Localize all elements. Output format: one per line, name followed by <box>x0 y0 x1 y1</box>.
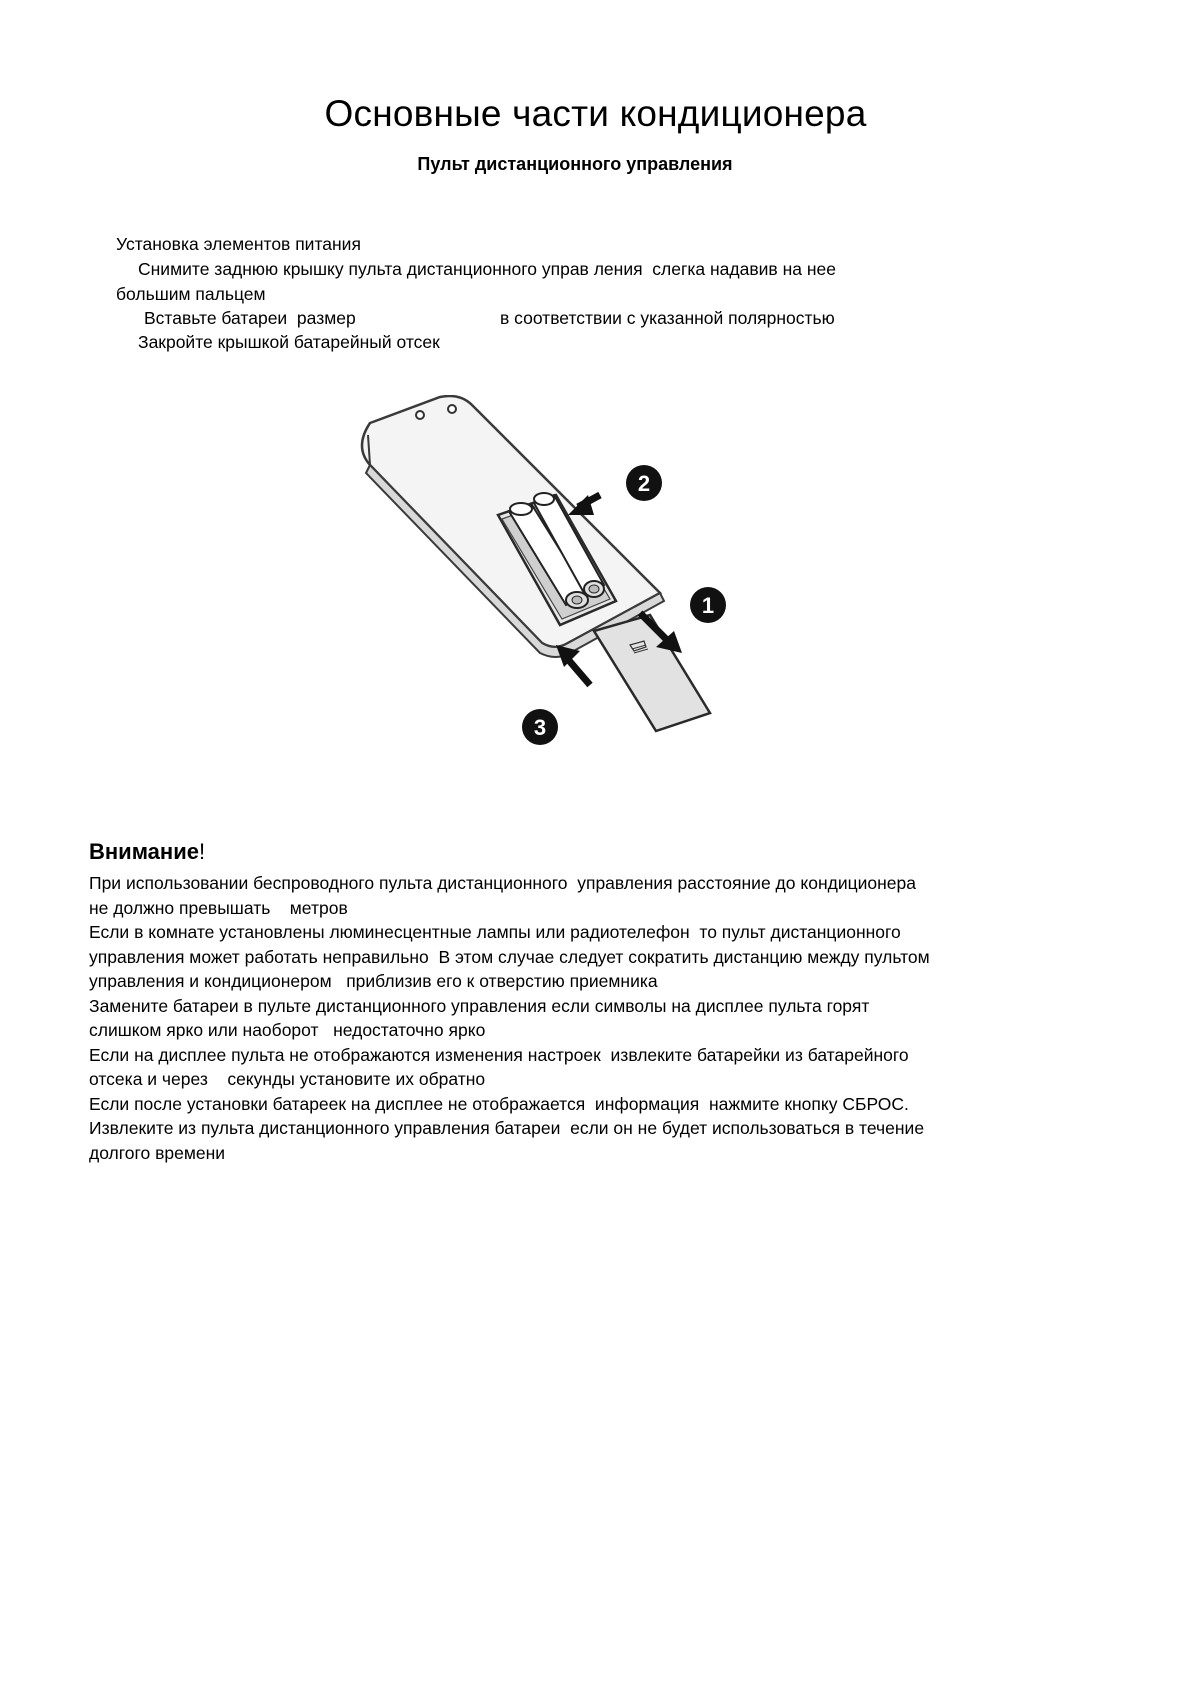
install-step-1-line-1: Снимите заднюю крышку пульта дистанционного управ ления слегка надавив на нее <box>138 259 836 279</box>
arrow-slide-in-icon <box>556 645 590 685</box>
page-title: Основные части кондиционера <box>324 93 867 134</box>
attention-heading <box>89 839 205 865</box>
warning-line-4: управления может работать неправильно В этом случае следует сократить дистанцию между пультом <box>89 947 930 967</box>
install-step-2-part-2: в соответствии с указанной полярностью <box>500 308 835 328</box>
warning-line-2: не должно превышать метров <box>89 898 348 918</box>
step-2-marker <box>626 465 662 501</box>
svg-text:3: 3 <box>533 715 547 740</box>
attention-heading-text: Внимание <box>89 839 199 864</box>
warning-line-1: При использовании беспроводного пульта дистанционного управления расстояние до кондиционера <box>89 873 916 893</box>
attention-exclamation: ! <box>198 839 206 864</box>
warning-line-9: отсека и через секунды установите их обратно <box>89 1069 486 1089</box>
warning-line-12: долгого времени <box>89 1143 226 1163</box>
install-step-2-part-1: Вставьте батареи размер <box>144 308 356 328</box>
install-step-1-line-2: большим пальцем <box>116 284 266 304</box>
warning-line-11: Извлеките из пульта дистанционного управления батареи если он не будет использоваться в течение <box>89 1118 925 1138</box>
install-step-3: Закройте крышкой батарейный отсек <box>138 332 440 352</box>
remote-battery-illustration <box>360 395 760 765</box>
svg-text:1: 1 <box>701 593 715 618</box>
warning-line-8: Если на дисплее пульта не отображаются изменения настроек извлеките батарейки из батарейного <box>89 1045 909 1065</box>
warning-line-10: Если после установки батареек на дисплее не отображается информация нажмите кнопку СБРОС. <box>89 1094 909 1114</box>
svg-text:2: 2 <box>637 471 651 496</box>
install-heading: Установка элементов питания <box>116 234 361 254</box>
warning-line-3: Если в комнате установлены люминесцентные лампы или радиотелефон то пульт дистанционного <box>89 922 901 942</box>
warning-line-5: управления и кондиционером приблизив его к отверстию приемника <box>89 971 658 991</box>
page-subtitle: Пульт дистанционного управления <box>417 154 733 174</box>
step-3-marker <box>522 709 558 745</box>
warning-line-6: Замените батареи в пульте дистанционного управления если символы на дисплее пульта горят <box>89 996 870 1016</box>
warning-line-7: слишком ярко или наоборот недостаточно ярко <box>89 1020 486 1040</box>
step-1-marker <box>690 587 726 623</box>
battery-cover <box>594 615 710 731</box>
